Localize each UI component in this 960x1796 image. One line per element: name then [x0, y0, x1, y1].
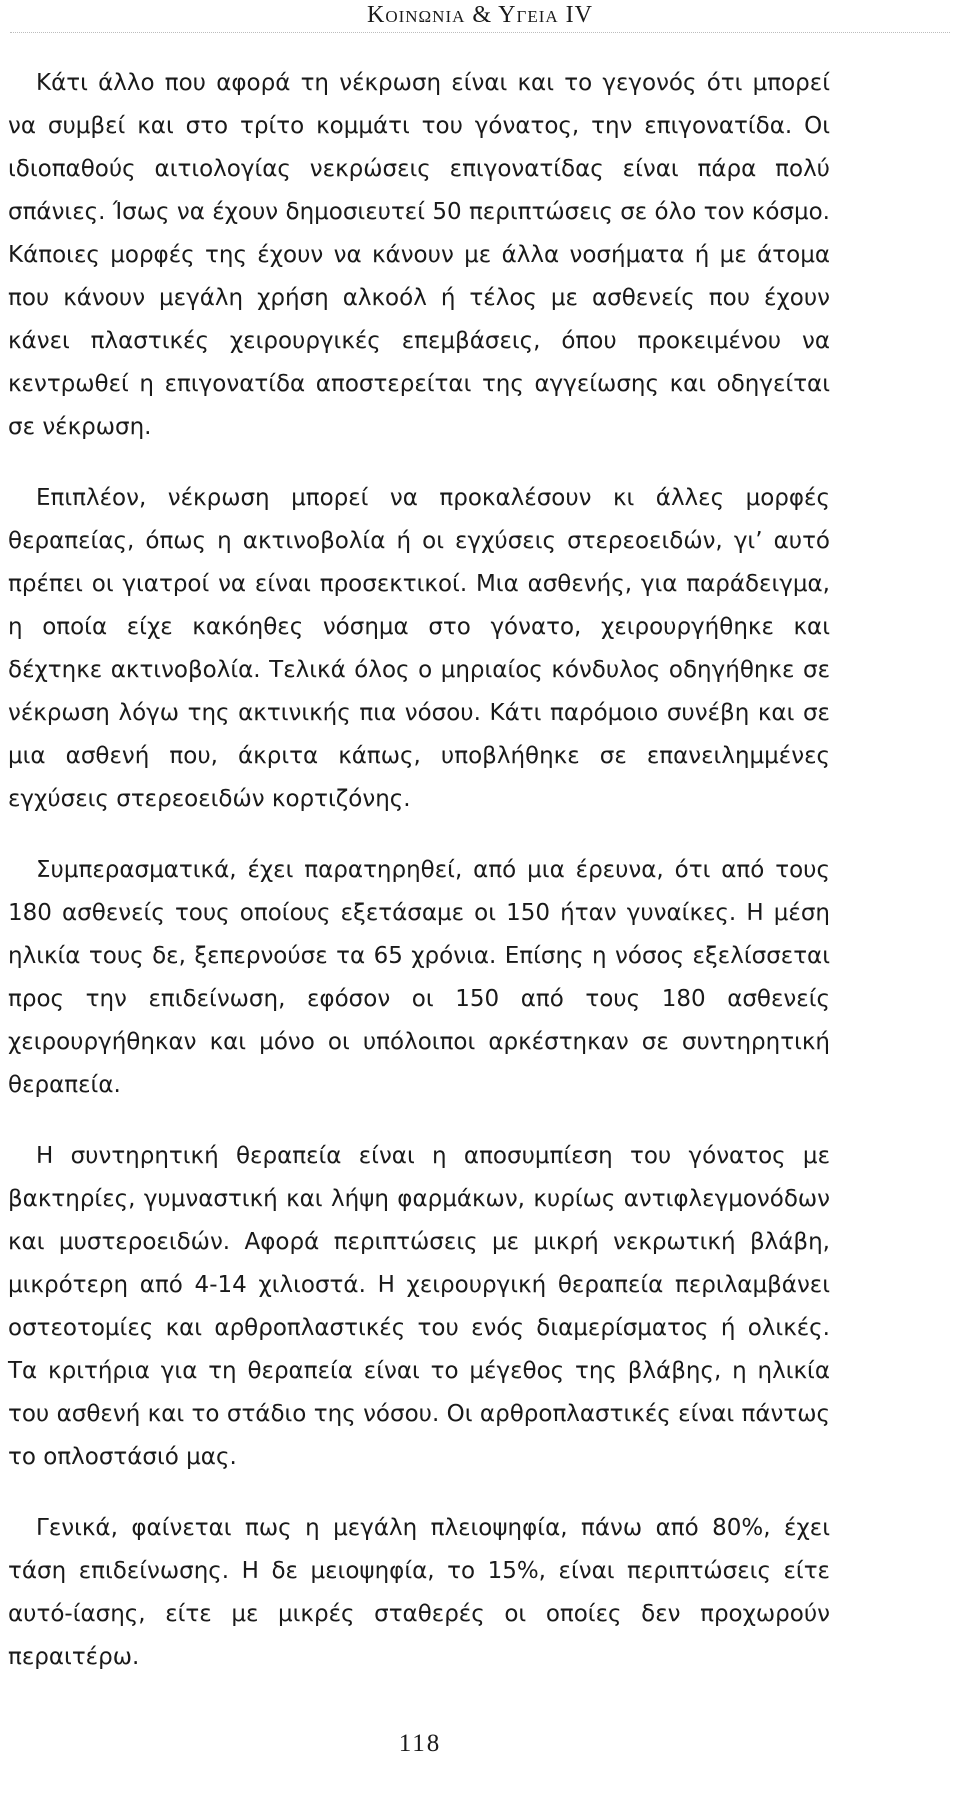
- running-header: Κοινωνια & Υγεια IV: [367, 2, 593, 28]
- page-number: 118: [398, 1730, 442, 1757]
- header-divider: [10, 32, 950, 33]
- paragraph: Η συντηρητική θεραπεία είναι η αποσυμπίεση του γόνατος με βακτηρίες, γυμναστική και λήψη φαρμάκων, κυρίως αντιφλεγμονόδων και μυστεροειδών. Αφορά περιπτώσεις με μικρή νεκρωτική βλάβη, μικρότερη από 4-14 χιλιοστά. Η χειρουργική θεραπεία περιλαμβάνει οστεοτομίες και αρθροπλαστικές του ενός διαμερίσματος ή ολικές. Τα κριτήρια για τη θεραπεία είναι το μέγεθος της βλάβης, η ηλικία του ασθενή και το στάδιο της νόσου. Οι αρθροπλαστικές είναι πάντως το οπλοστάσιό μας.: [8, 1143, 830, 1470]
- paragraph: Γενικά, φαίνεται πως η μεγάλη πλειοψηφία, πάνω από 80%, έχει τάση επιδείνωσης. Η δε μειοψηφία, το 15%, είναι περιπτώσεις είτε αυτό-ίασης, είτε με μικρές σταθερές οι οποίες δεν προχωρούν περαιτέρω.: [8, 1515, 830, 1670]
- paragraph: Συμπερασματικά, έχει παρατηρηθεί, από μια έρευνα, ότι από τους 180 ασθενείς τους οποίους εξετάσαμε οι 150 ήταν γυναίκες. Η μέση ηλικία τους δε, ξεπερνούσε τα 65 χρόνια. Επίσης η νόσος εξελίσσεται προς την επιδείνωση, εφόσον οι 150 από τους 180 ασθενείς χειρουργήθηκαν και μόνο οι υπόλοιποι αρκέστηκαν σε συντηρητική θεραπεία.: [8, 857, 830, 1098]
- body-text: [8, 62, 830, 1679]
- paragraph: Επιπλέον, νέκρωση μπορεί να προκαλέσουν κι άλλες μορφές θεραπείας, όπως η ακτινοβολία ή οι εγχύσεις στερεοειδών, γι’ αυτό πρέπει οι γιατροί να είναι προσεκτικοί. Μια ασθενής, για παράδειγμα, η οποία είχε κακόηθες νόσημα στο γόνατο, χειρουργήθηκε και δέχτηκε ακτινοβολία. Τελικά όλος ο μηριαίος κόνδυλος οδηγήθηκε σε νέκρωση λόγω της ακτινικής πια νόσου. Κάτι παρόμοιο συνέβη και σε μια ασθενή που, άκριτα κάπως, υποβλήθηκε σε επανειλημμένες εγχύσεις στερεοειδών κορτιζόνης.: [8, 485, 830, 812]
- paragraph: Κάτι άλλο που αφορά τη νέκρωση είναι και το γεγονός ότι μπορεί να συμβεί και στο τρίτο κομμάτι του γόνατος, την επιγονατίδα. Οι ιδιοπαθούς αιτιολογίας νεκρώσεις επιγονατίδας είναι πάρα πολύ σπάνιες. Ίσως να έχουν δημοσιευτεί 50 περιπτώσεις σε όλο τον κόσμο. Κάποιες μορφές της έχουν να κάνουν με άλλα νοσήματα ή με άτομα που κάνουν μεγάλη χρήση αλκοόλ ή τέλος με ασθενείς που έχουν κάνει πλαστικές χειρουργικές επεμβάσεις, όπου προκειμένου να κεντρωθεί η επιγονατίδα αποστερείται της αγγείωσης και οδηγείται σε νέκρωση.: [8, 70, 830, 440]
